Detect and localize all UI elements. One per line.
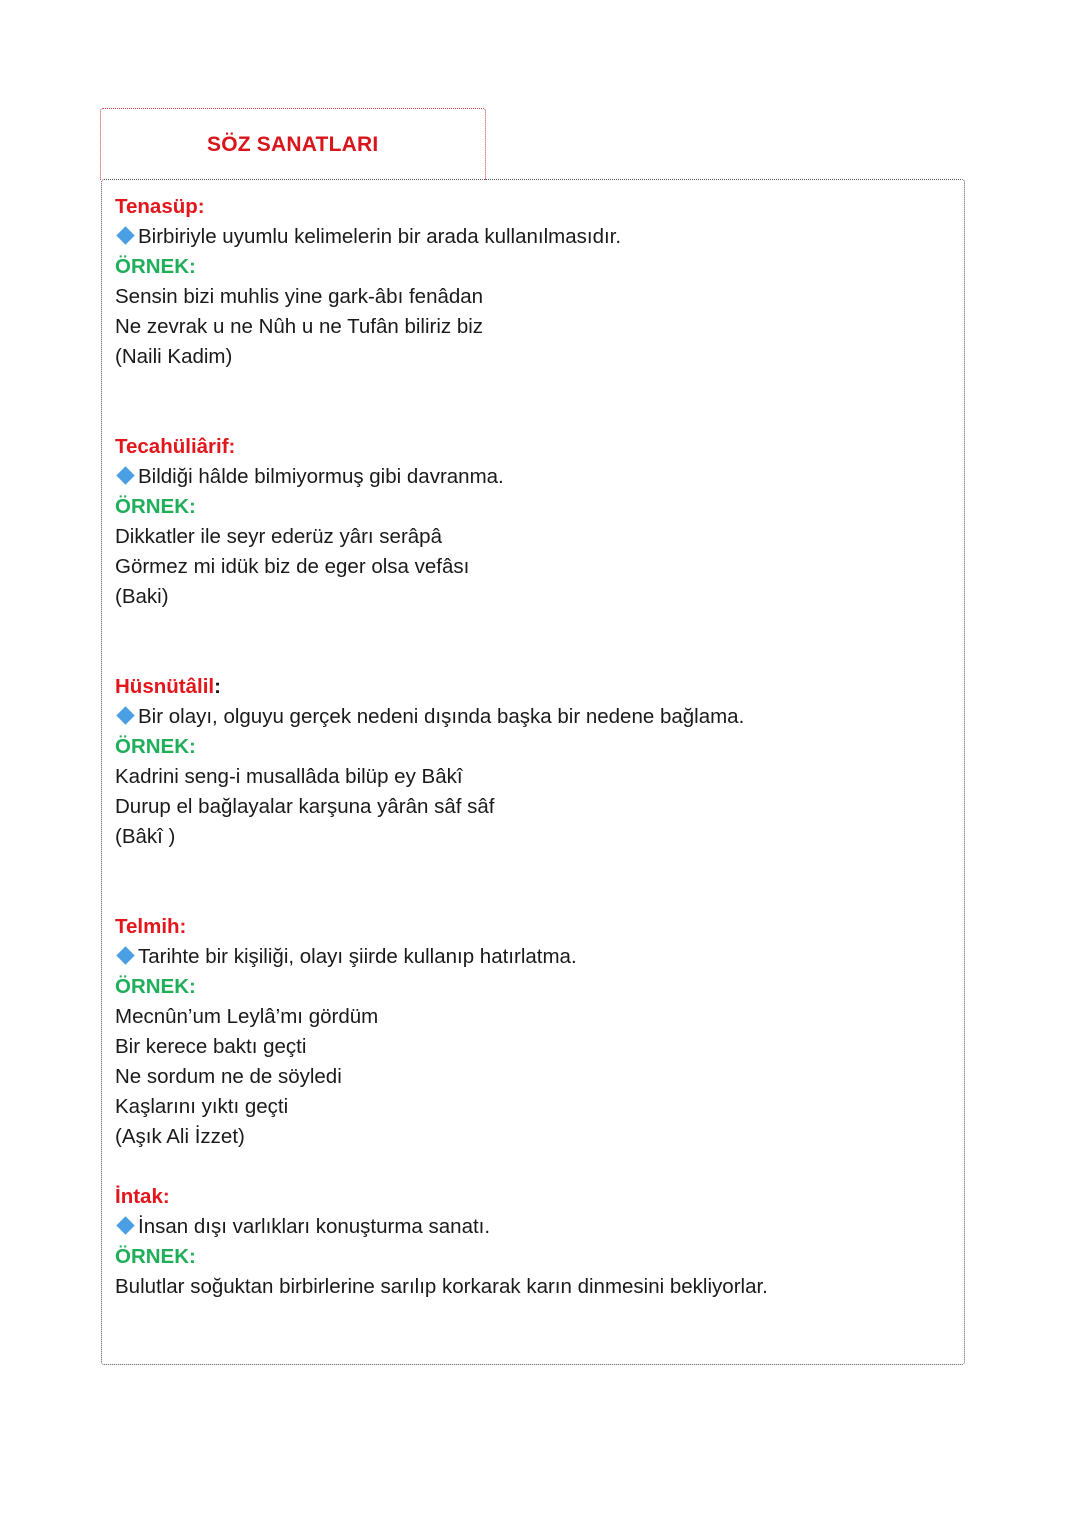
example-line: Ne zevrak u ne Nûh u ne Tufân biliriz biz — [115, 315, 484, 338]
section-tenasup — [115, 192, 954, 372]
example-line: (Bâkî ) — [115, 825, 176, 848]
diamond-bullet-icon — [116, 946, 134, 964]
example-line: Bulutlar soğuktan birbirlerine sarılıp korkarak karın dinmesini bekliyorlar. — [115, 1275, 768, 1298]
spacer — [115, 852, 954, 912]
definition-text: Birbiriyle uyumlu kelimelerin bir arada kullanılmasıdır. — [138, 225, 622, 248]
example-line: Ne sordum ne de söyledi — [115, 1065, 342, 1088]
heading-text: Hüsnütâlil — [115, 675, 215, 698]
section-heading: Tecahüliârif: — [115, 435, 236, 458]
section-definition — [115, 702, 954, 732]
example-line: Görmez mi idük biz de eger olsa vefâsı — [115, 555, 470, 578]
example-line: Kaşlarını yıktı geçti — [115, 1095, 289, 1118]
example-label: ÖRNEK: — [115, 735, 196, 758]
heading-colon: : — [214, 675, 221, 698]
section-definition — [115, 1212, 954, 1242]
title-tab — [100, 108, 486, 180]
section-heading: İntak: — [115, 1185, 170, 1208]
spacer — [115, 372, 954, 432]
sections-list — [115, 192, 954, 1302]
section-heading — [115, 672, 954, 702]
diamond-bullet-icon — [116, 226, 134, 244]
definition-text: Bildiği hâlde bilmiyormuş gibi davranma. — [138, 465, 504, 488]
example-label: ÖRNEK: — [115, 975, 196, 998]
example-line: Bir kerece baktı geçti — [115, 1035, 307, 1058]
example-line: Sensin bizi muhlis yine gark-âbı fenâdan — [115, 285, 484, 308]
example-label: ÖRNEK: — [115, 255, 196, 278]
section-tecahuliarif — [115, 432, 954, 612]
section-definition — [115, 222, 954, 252]
example-line: (Naili Kadim) — [115, 345, 233, 368]
section-definition — [115, 942, 954, 972]
section-heading: Tenasüp: — [115, 195, 205, 218]
content-box — [101, 179, 965, 1365]
diamond-bullet-icon — [116, 706, 134, 724]
definition-text: İnsan dışı varlıkları konuşturma sanatı. — [138, 1215, 491, 1238]
definition-text: Tarihte bir kişiliği, olayı şiirde kullanıp hatırlatma. — [138, 945, 577, 968]
example-line: Durup el bağlayalar karşuna yârân sâf sâf — [115, 795, 495, 818]
example-label: ÖRNEK: — [115, 495, 196, 518]
example-line: (Baki) — [115, 585, 169, 608]
example-line: Kadrini seng-i musallâda bilüp ey Bâkî — [115, 765, 463, 788]
example-line: Mecnûn’um Leylâ’mı gördüm — [115, 1005, 379, 1028]
section-husnutalil — [115, 672, 954, 852]
spacer — [115, 1152, 954, 1182]
page-title: SÖZ SANATLARI — [207, 133, 379, 156]
example-line: Dikkatler ile seyr ederüz yârı serâpâ — [115, 525, 442, 548]
definition-text: Bir olayı, olguyu gerçek nedeni dışında başka bir nedene bağlama. — [138, 705, 745, 728]
example-label: ÖRNEK: — [115, 1245, 196, 1268]
section-definition — [115, 462, 954, 492]
spacer — [115, 612, 954, 672]
section-heading: Telmih: — [115, 915, 187, 938]
section-intak — [115, 1182, 954, 1302]
example-line: (Aşık Ali İzzet) — [115, 1125, 245, 1148]
section-telmih — [115, 912, 954, 1152]
diamond-bullet-icon — [116, 1216, 134, 1234]
diamond-bullet-icon — [116, 466, 134, 484]
